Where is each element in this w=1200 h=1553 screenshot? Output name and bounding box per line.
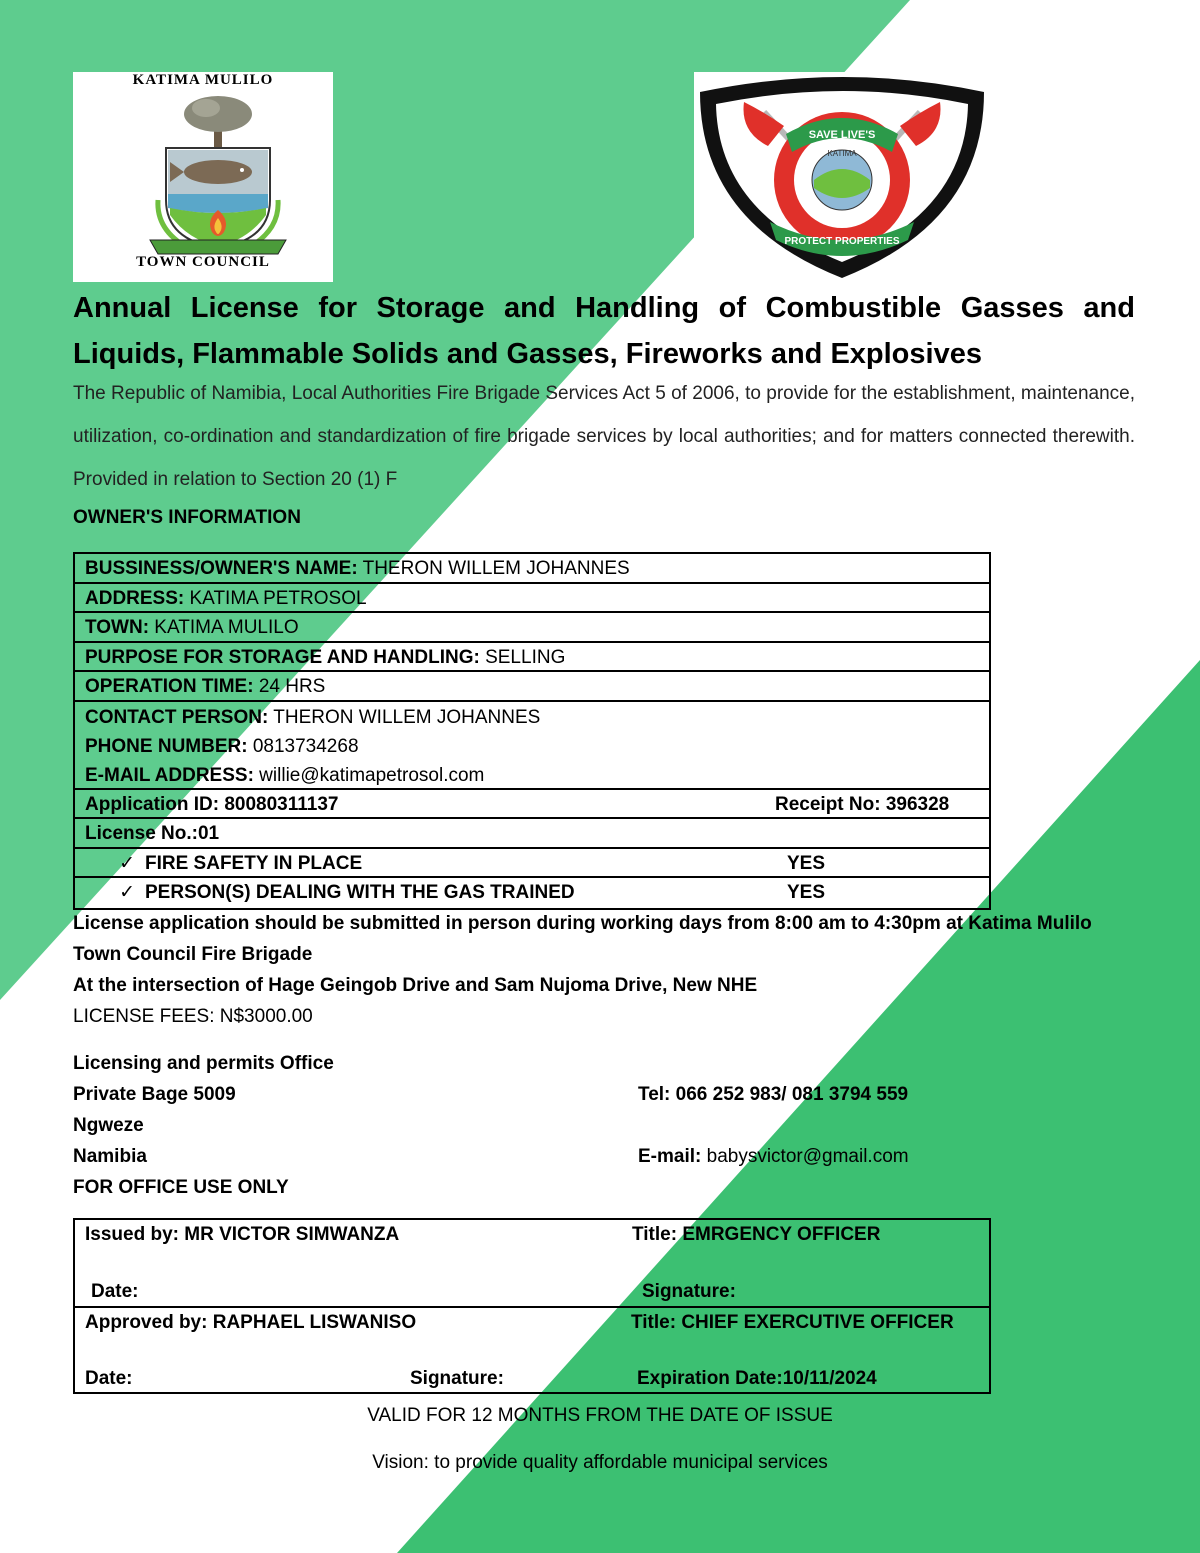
- operation-time-row: [75, 672, 989, 702]
- application-row: [75, 790, 989, 820]
- logo-top-text: KATIMA MULILO: [132, 72, 274, 88]
- validity-note: VALID FOR 12 MONTHS FROM THE DATE OF ISSUE: [367, 1405, 833, 1426]
- check-row: [75, 878, 989, 908]
- owner-name-label: BUSSINESS/OWNER'S NAME:: [85, 558, 358, 579]
- issued-section: [75, 1220, 989, 1306]
- vision-statement: Vision: to provide quality affordable municipal services: [372, 1452, 828, 1473]
- owner-section-heading: OWNER'S INFORMATION: [73, 507, 301, 528]
- email-label: E-MAIL ADDRESS:: [85, 764, 254, 786]
- address-value: KATIMA PETROSOL: [184, 587, 367, 609]
- check-row: [75, 849, 989, 879]
- office-email: [638, 1141, 909, 1172]
- approved-section: [75, 1306, 989, 1392]
- approved-date: Date:: [85, 1368, 133, 1389]
- owner-name-row: [75, 554, 989, 584]
- badge-top-text: SAVE LIVE'S: [808, 129, 876, 141]
- address-label: ADDRESS:: [85, 587, 185, 609]
- license-no-row: [75, 819, 989, 849]
- office-line: Ngweze: [73, 1115, 144, 1136]
- office-line: Private Bage 5009: [73, 1084, 236, 1105]
- approved-title: Title: CHIEF EXERCUTIVE OFFICER: [631, 1312, 954, 1333]
- coat-of-arms-icon: [148, 90, 288, 255]
- purpose-label: PURPOSE FOR STORAGE AND HANDLING:: [85, 646, 480, 668]
- office-line: Licensing and permits Office: [73, 1053, 334, 1074]
- issued-by: Issued by: MR VICTOR SIMWANZA: [85, 1224, 400, 1245]
- check-label: PERSON(S) DEALING WITH THE GAS TRAINED: [145, 882, 575, 903]
- receipt-no: Receipt No: 396328: [775, 793, 950, 815]
- office-use-heading: FOR OFFICE USE ONLY: [73, 1177, 289, 1198]
- expiration-date: Expiration Date:10/11/2024: [637, 1368, 877, 1389]
- phone-value: 0813734268: [247, 735, 359, 757]
- address-row: [75, 584, 989, 614]
- location-note: At the intersection of Hage Geingob Drive and Sam Nujoma Drive, New NHE: [73, 975, 758, 996]
- issued-signature: Signature:: [642, 1281, 736, 1302]
- phone-label: PHONE NUMBER:: [85, 735, 248, 757]
- operation-time-value: 24 HRS: [253, 676, 326, 697]
- fire-brigade-badge-icon: [694, 72, 990, 282]
- office-address: [73, 1048, 334, 1203]
- check-icon: ✓: [119, 882, 135, 903]
- purpose-row: [75, 643, 989, 673]
- office-email-label: E-mail:: [638, 1146, 702, 1167]
- contact-row: [75, 702, 989, 790]
- check-value: YES: [787, 882, 826, 903]
- submission-note: License application should be submitted in person during working days from 8:00 am to 4:30pm at Katima Mulilo Town Council Fire Brigade: [73, 913, 1092, 965]
- check-icon: ✓: [119, 852, 135, 874]
- purpose-value: SELLING: [479, 646, 566, 668]
- contact-person-value: THERON WILLEM JOHANNES: [268, 706, 541, 728]
- check-label: FIRE SAFETY IN PLACE: [145, 852, 363, 874]
- issued-date: Date:: [91, 1281, 139, 1302]
- fire-brigade-logo: [694, 72, 990, 282]
- application-id: Application ID: 80080311137: [85, 793, 339, 815]
- license-no: License No.:01: [85, 823, 220, 844]
- application-notes: [73, 908, 1135, 1032]
- office-use-table: [73, 1218, 991, 1394]
- town-council-logo: [73, 72, 333, 282]
- owner-name-value: THERON WILLEM JOHANNES: [357, 558, 630, 579]
- badge-inner-text: KATIMA: [827, 149, 857, 158]
- email-value: willie@katimapetrosol.com: [253, 764, 485, 786]
- check-value: YES: [787, 852, 826, 874]
- issued-title: Title: EMRGENCY OFFICER: [632, 1224, 881, 1245]
- owner-info-table: [73, 552, 991, 910]
- office-tel: Tel: 066 252 983/ 081 3794 559: [638, 1084, 909, 1105]
- operation-time-label: OPERATION TIME:: [85, 676, 254, 697]
- contact-person-label: CONTACT PERSON:: [85, 706, 269, 728]
- badge-rescue-text: RESCUE: [823, 210, 861, 220]
- logo-bottom-text: TOWN COUNCIL: [136, 254, 270, 270]
- approved-signature: Signature:: [410, 1368, 504, 1389]
- approved-by: Approved by: RAPHAEL LISWANISO: [85, 1312, 417, 1333]
- license-fees: LICENSE FEES: N$3000.00: [73, 1006, 313, 1027]
- office-line: Namibia: [73, 1146, 147, 1167]
- badge-bottom-text: PROTECT PROPERTIES: [784, 236, 900, 247]
- intro-paragraph: The Republic of Namibia, Local Authorities Fire Brigade Services Act 5 of 2006, to provide for the establishment, maintenance, utilization, co-ordination and standardization of fire brigade services by local authorities; and for matters connected therewith. Provided in relation to Section 20 (1) F: [73, 383, 1135, 490]
- town-label: TOWN:: [85, 617, 150, 638]
- office-email-value: babysvictor@gmail.com: [701, 1146, 909, 1167]
- town-row: [75, 613, 989, 643]
- page-title: Annual License for Storage and Handling of Combustible Gasses and Liquids, Flammable Solids and Gasses, Fireworks and Explosives: [73, 292, 1135, 370]
- town-value: KATIMA MULILO: [149, 617, 299, 638]
